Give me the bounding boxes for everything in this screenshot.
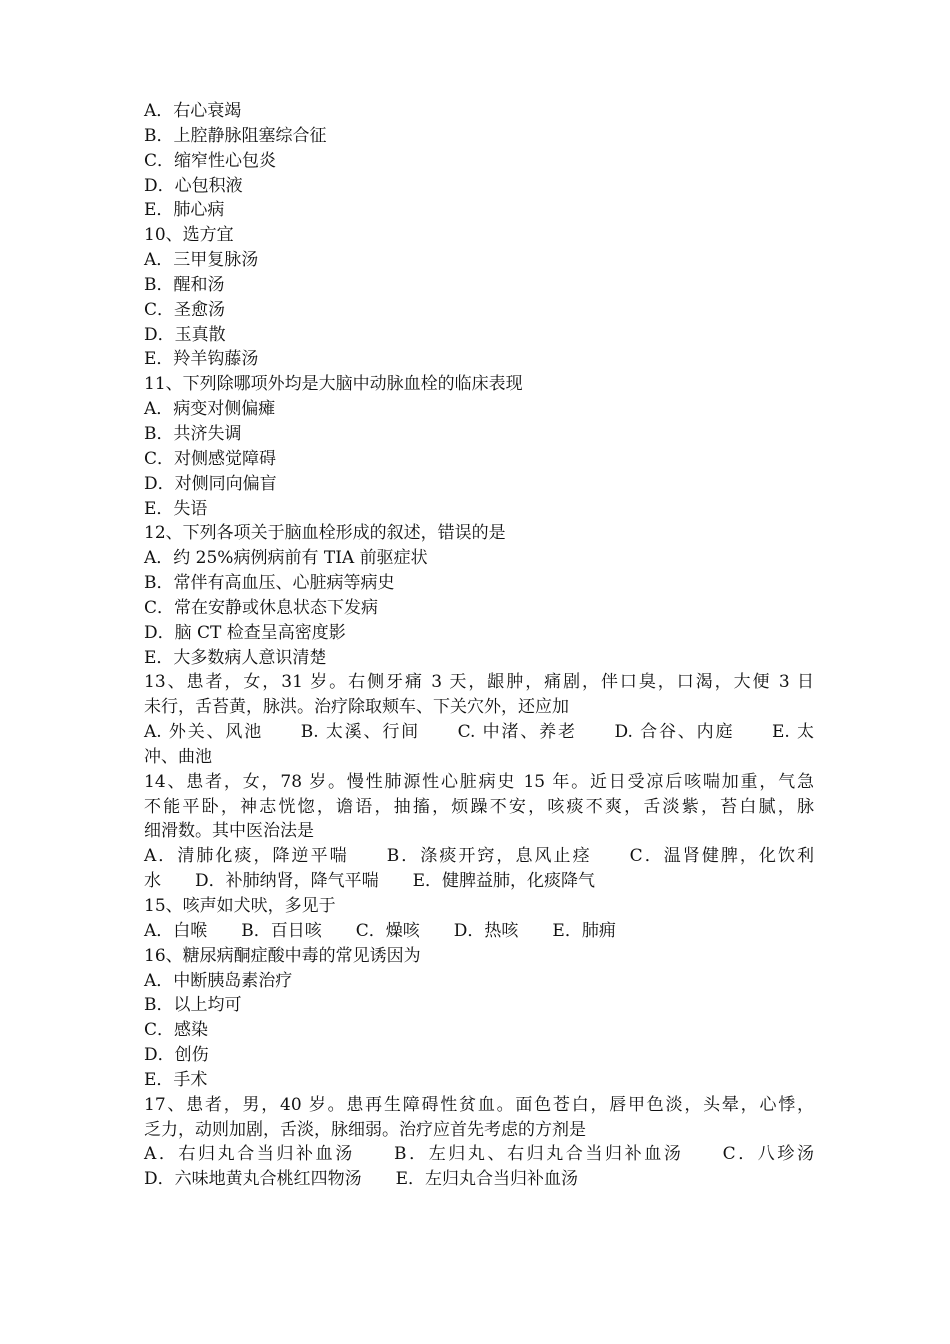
text-line: E．肺心病: [144, 200, 225, 221]
text-line: C．常在安静或休息状态下发病: [144, 597, 379, 618]
text-line: D．心包积液: [144, 175, 243, 196]
text-line: A．三甲复脉汤: [144, 250, 259, 271]
text-line: C．缩窄性心包炎: [144, 150, 277, 171]
text-line: E．失语: [144, 498, 208, 519]
text-line: D．创伤: [144, 1045, 209, 1066]
question-15-options: A．白喉 B．百日咳 C．燥咳 D．热咳 E．肺痈: [144, 920, 616, 941]
text-line: 未行，舌苔黄，脉洪。治疗除取颊车、下关穴外，还应加: [144, 697, 569, 718]
text-line: C．感染: [144, 1020, 209, 1041]
text-line: B．常伴有高血压、心脏病等病史: [144, 573, 395, 594]
question-16-stem: 16、糖尿病酮症酸中毒的常见诱因为: [144, 945, 421, 966]
text-line: C．对侧感觉障碍: [144, 448, 277, 469]
question-17-options: A．右归丸合当归补血汤 B．左归丸、右归丸合当归补血汤 C．八珍汤: [144, 1144, 814, 1165]
text-line: D．玉真散: [144, 324, 226, 345]
text-line: E．手术: [144, 1069, 208, 1090]
text-line: D．脑 CT 检查呈高密度影: [144, 622, 346, 643]
text-line: D．六味地黄丸合桃红四物汤 E．左归丸合当归补血汤: [144, 1169, 579, 1190]
question-13-options: A. 外关、风池 B. 太溪、行间 C. 中渚、养老 D. 合谷、内庭 E. 太: [144, 722, 814, 743]
text-line: A．右心衰竭: [144, 101, 242, 121]
question-10-stem: 10、选方宜: [144, 225, 234, 246]
text-line: 细滑数。其中医治法是: [144, 821, 314, 842]
text-line: 不能平卧，神志恍惚，谵语，抽搐，烦躁不安，咳痰不爽，舌淡紫，苔白腻，脉: [144, 796, 814, 817]
text-line: 乏力，动则加剧，舌淡，脉细弱。治疗应首先考虑的方剂是: [144, 1119, 586, 1140]
text-line: B．醒和汤: [144, 274, 225, 295]
text-line: C．圣愈汤: [144, 299, 226, 320]
text-line: E．大多数病人意识清楚: [144, 647, 327, 668]
question-15-stem: 15、咳声如犬吠，多见于: [144, 896, 336, 916]
question-13-stem: 13、患者，女，31 岁。右侧牙痛 3 天，龈肿，痛剧，伴口臭，口渴，大便 3 日: [144, 672, 814, 693]
question-11-stem: 11、下列除哪项外均是大脑中动脉血栓的临床表现: [144, 374, 523, 395]
text-line: B．上腔静脉阻塞综合征: [144, 125, 327, 146]
text-line: 水 D．补肺纳肾，降气平喘 E．健脾益肺，化痰降气: [144, 871, 596, 892]
text-line: B．共济失调: [144, 423, 242, 444]
text-line: A．中断胰岛素治疗: [144, 970, 293, 991]
text-line: 冲、曲池: [144, 746, 212, 767]
text-line: B．以上均可: [144, 995, 242, 1016]
question-12-stem: 12、下列各项关于脑血栓形成的叙述，错误的是: [144, 523, 506, 544]
question-17-stem: 17、患者，男，40 岁。患再生障碍性贫血。面色苍白，唇甲色淡，头晕，心悸，: [144, 1094, 814, 1115]
text-line: E．羚羊钩藤汤: [144, 349, 259, 370]
text-line: A．病变对侧偏瘫: [144, 399, 276, 420]
question-14-options: A．清肺化痰，降逆平喘 B．涤痰开窍，息风止痉 C．温肾健脾，化饮利: [144, 846, 814, 867]
question-14-stem: 14、患者，女，78 岁。慢性肺源性心脏病史 15 年。近日受凉后咳喘加重，气急: [144, 771, 814, 792]
document-page: [144, 99, 814, 1192]
text-line: A．约 25%病例病前有 TIA 前驱症状: [144, 548, 428, 569]
text-line: D．对侧同向偏盲: [144, 473, 277, 494]
